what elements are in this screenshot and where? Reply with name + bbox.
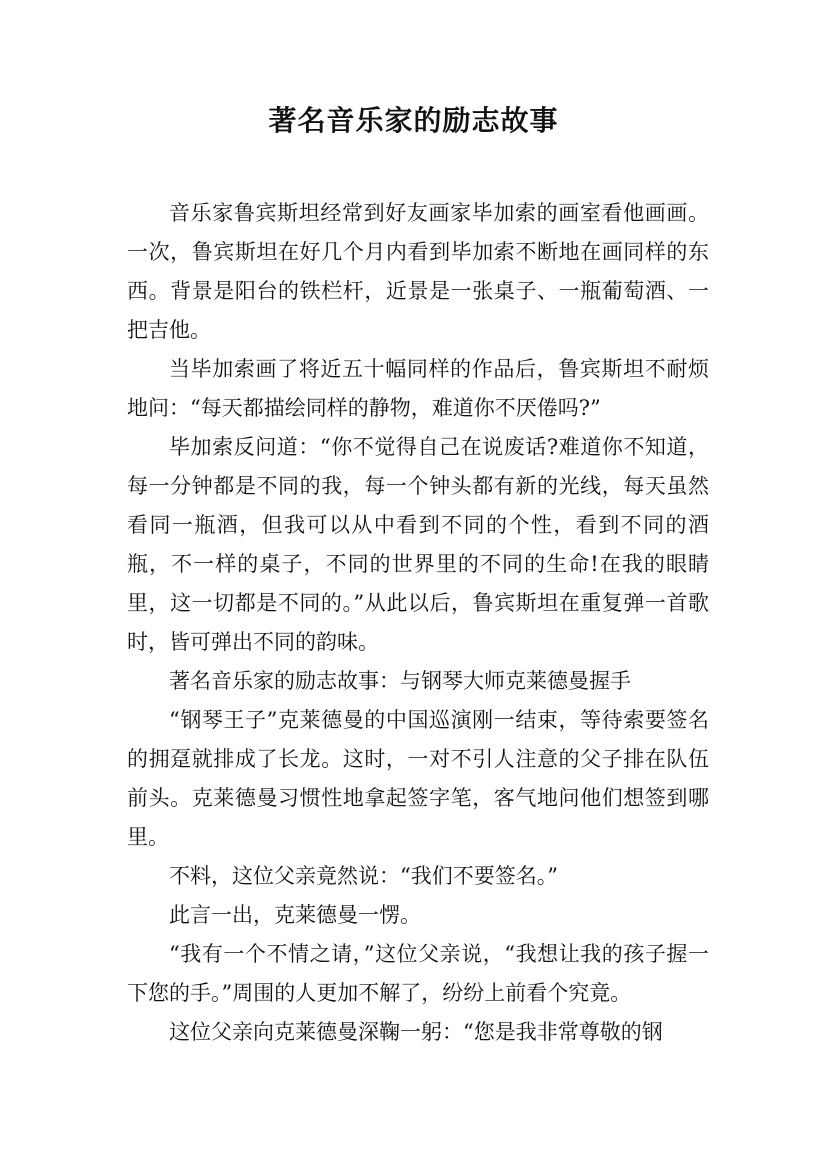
- paragraph-6: 不料，这位父亲竟然说：“我们不要签名。”: [169, 864, 558, 888]
- document-title: 著名音乐家的励志故事: [268, 104, 559, 137]
- document-body: [127, 194, 709, 1052]
- paragraph-1: 音乐家鲁宾斯坦经常到好友画家毕加索的画室看他画画。一次，鲁宾斯坦在好几个月内看到毕加索不断地在画同样的东西。背景是阳台的铁栏杆，近景是一张桌子、一瓶葡萄酒、一把吉他。: [127, 201, 709, 342]
- paragraph-8: “我有一个不情之请，”这位父亲说，“我想让我的孩子握一下您的手。”周围的人更加不解了，纷纷上前看个究竟。: [127, 942, 709, 1005]
- paragraph-3: 毕加索反问道：“你不觉得自己在说废话?难道你不知道，每一分钟都是不同的我，每一个钟头都有新的光线，每天虽然看同一瓶酒，但我可以从中看到不同的个性，看到不同的酒瓶，不一样的桌子，不同的世界里的不同的生命!在我的眼睛里，这一切都是不同的。”从此以后，鲁宾斯坦在重复弹一首歌时，皆可弹出不同的韵味。: [127, 435, 709, 654]
- paragraph-5: “钢琴王子”克莱德曼的中国巡演刚一结束，等待索要签名的拥趸就排成了长龙。这时，一对不引人注意的父子排在队伍前头。克莱德曼习惯性地拿起签字笔，客气地问他们想签到哪里。: [127, 708, 709, 849]
- section-heading: 著名音乐家的励志故事：与钢琴大师克莱德曼握手: [169, 669, 631, 693]
- paragraph-7: 此言一出，克莱德曼一愣。: [169, 903, 421, 927]
- paragraph-9: 这位父亲向克莱德曼深鞠一躬：“您是我非常尊敬的钢: [169, 1020, 663, 1044]
- paragraph-2: 当毕加索画了将近五十幅同样的作品后，鲁宾斯坦不耐烦地问：“每天都描绘同样的静物，难道你不厌倦吗?”: [127, 357, 709, 420]
